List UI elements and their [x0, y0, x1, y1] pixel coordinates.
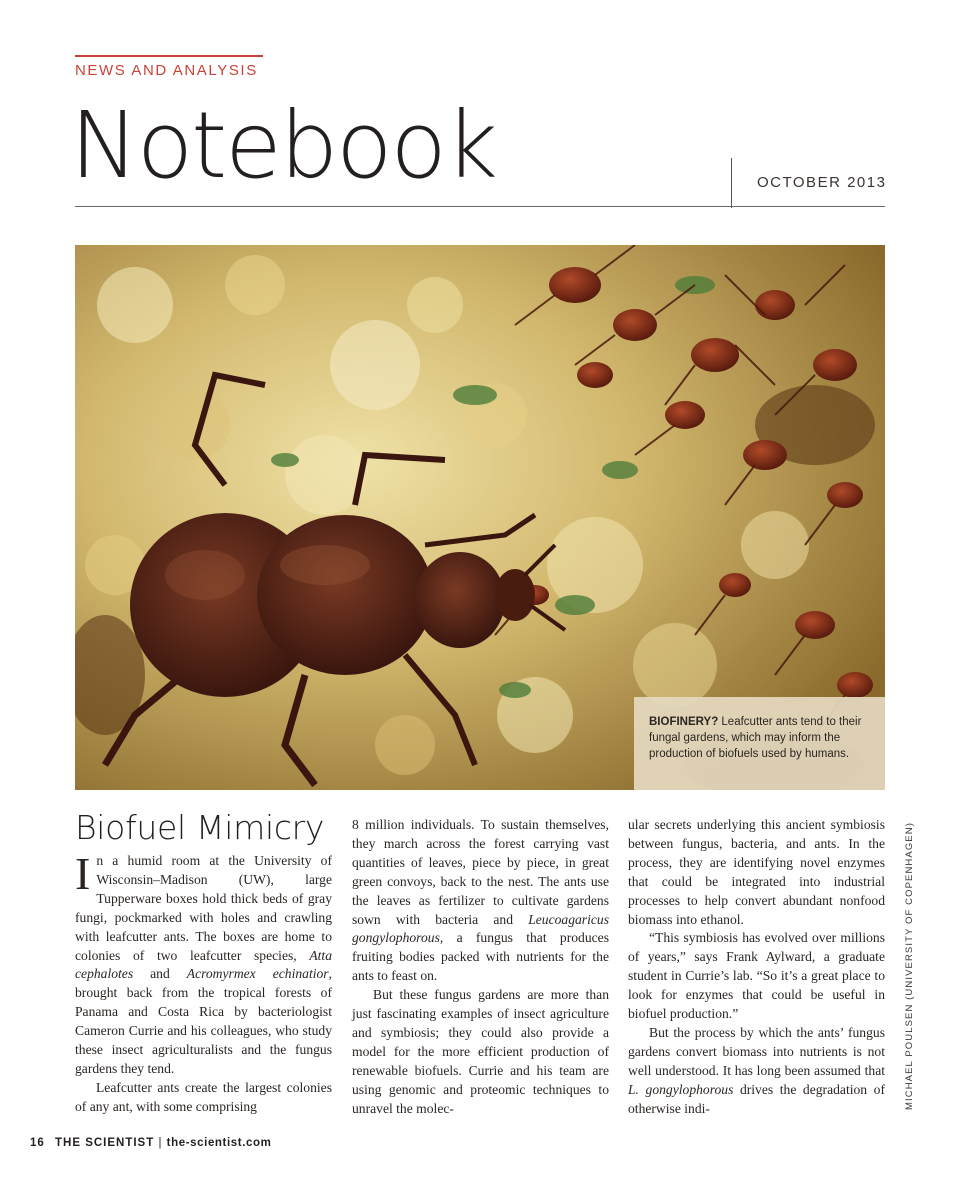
paragraph: “This symbiosis has evolved over millions of years,” says Frank Aylward, a graduate student in Currie’s lab. “So it’s a great place to look for enzymes that could be useful in biofuel production.”: [628, 930, 885, 1022]
article-column-1: [75, 848, 332, 1117]
caption-text: Leafcutter ants tend to their fungal gardens, which may inform the production of biofuels used by humans.: [649, 716, 862, 760]
photo-caption: [634, 697, 885, 790]
publication-name: THE SCIENTIST: [55, 1137, 155, 1149]
section-rule: [75, 55, 263, 57]
page-title: Notebook: [70, 92, 497, 199]
header-rule: [75, 206, 885, 207]
paragraph: ular secrets underlying this ancient symbiosis between fungus, bacteria, and ants. In the process, they are identifying novel enzymes that could be integrated into industrial processes to help convert abundant nonfood biomass into ethanol.: [628, 817, 885, 927]
date-divider: [731, 158, 732, 208]
paragraph: But these fungus gardens are more than just fascinating examples of insect agriculture and symbiosis; they could also provide a model for the more efficient production of renewable biofuels. Currie and his team are using genomic and proteomic techniques to unravel the molec-: [352, 987, 609, 1116]
article-column-2: [352, 816, 609, 1119]
caption-lead: BIOFINERY?: [649, 716, 719, 728]
paragraph: 8 million individuals. To sustain themselves, they march across the forest carrying vast quantities of leaves, piece by piece, in great green convoys, back to the nest. The ants use the leaves as fertilizer to cultivate gardens sown with bacteria and Leucoagaricus gongylophorous, a fungus that produces fruiting bodies packed with nutrients for the ants to feast on.: [352, 817, 609, 984]
article-column-3: [628, 816, 885, 1119]
section-label: NEWS AND ANALYSIS: [75, 62, 258, 79]
issue-date: OCTOBER 2013: [757, 174, 887, 191]
page-number: 16: [30, 1137, 45, 1149]
paragraph: But the process by which the ants’ fungus gardens convert biomass into nutrients is not well understood. It has long been assumed that L. gongylophorous drives the degradation of otherwise indi-: [628, 1024, 885, 1116]
paragraph: In a humid room at the University of Wisconsin–Madison (UW), large Tupperware boxes hold thick beds of gray fungi, pockmarked with holes and crawling with leafcutter ants. The boxes are home to colonies of two leafcutter species, Atta cephalotes and Acromyrmex echinatior, brought back from the tropical forests of Panama and Costa Rica by bacteriologist Cameron Currie and his colleagues, who study these insect agriculturalists and the fungus gardens they tend.: [75, 848, 332, 1076]
paragraph: Leafcutter ants create the largest colonies of any ant, with some comprising: [75, 1079, 332, 1114]
website-link[interactable]: the-scientist.com: [166, 1137, 272, 1149]
article-headline: Biofuel Mimicry: [75, 808, 325, 847]
photo-credit: MICHAEL POULSEN (UNIVERSITY OF COPENHAGEN): [904, 822, 915, 1110]
footer-separator: |: [158, 1137, 163, 1149]
drop-cap: I: [75, 848, 91, 899]
page-footer: [30, 1137, 271, 1149]
